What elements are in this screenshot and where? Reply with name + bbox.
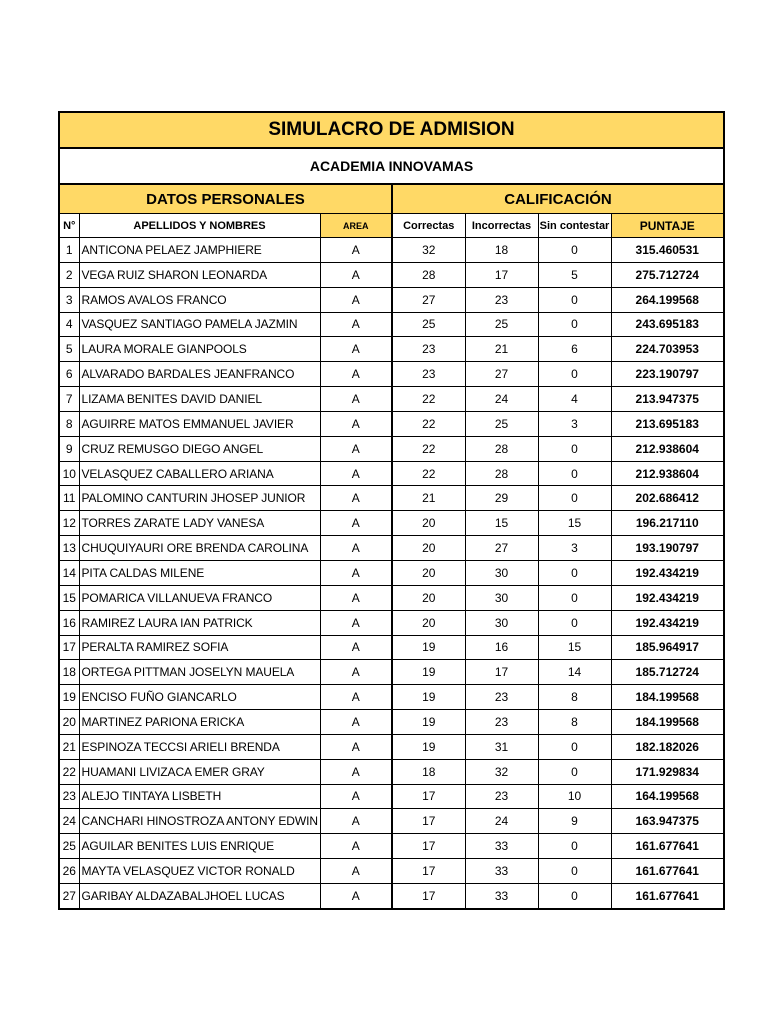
correct-count: 20 <box>392 511 465 536</box>
blank-count: 0 <box>538 585 611 610</box>
row-number: 2 <box>59 262 79 287</box>
table-row <box>59 560 724 585</box>
row-number: 3 <box>59 287 79 312</box>
incorrect-count: 17 <box>465 660 538 685</box>
document-title: SIMULACRO DE ADMISION <box>59 112 724 148</box>
correct-count: 17 <box>392 784 465 809</box>
score-cell: 275.712724 <box>611 262 724 287</box>
area-cell: A <box>320 536 392 561</box>
score-cell: 213.947375 <box>611 387 724 412</box>
incorrect-count: 24 <box>465 387 538 412</box>
incorrect-count: 15 <box>465 511 538 536</box>
area-cell: A <box>320 461 392 486</box>
correct-count: 17 <box>392 859 465 884</box>
correct-count: 21 <box>392 486 465 511</box>
correct-count: 23 <box>392 362 465 387</box>
row-number: 11 <box>59 486 79 511</box>
score-cell: 185.964917 <box>611 635 724 660</box>
student-name: TORRES ZARATE LADY VANESA <box>79 511 320 536</box>
area-cell: A <box>320 734 392 759</box>
incorrect-count: 30 <box>465 585 538 610</box>
incorrect-count: 23 <box>465 287 538 312</box>
section-grading: CALIFICACIÓN <box>392 184 724 214</box>
correct-count: 32 <box>392 238 465 263</box>
row-number: 15 <box>59 585 79 610</box>
area-cell: A <box>320 560 392 585</box>
student-name: AGUIRRE MATOS EMMANUEL JAVIER <box>79 411 320 436</box>
table-row <box>59 585 724 610</box>
student-name: ESPINOZA TECCSI ARIELI BRENDA <box>79 734 320 759</box>
incorrect-count: 25 <box>465 312 538 337</box>
blank-count: 9 <box>538 809 611 834</box>
area-cell: A <box>320 610 392 635</box>
row-number: 20 <box>59 710 79 735</box>
row-number: 7 <box>59 387 79 412</box>
area-cell: A <box>320 784 392 809</box>
col-header-score: PUNTAJE <box>611 214 724 238</box>
correct-count: 20 <box>392 560 465 585</box>
area-cell: A <box>320 362 392 387</box>
score-cell: 192.434219 <box>611 560 724 585</box>
score-cell: 213.695183 <box>611 411 724 436</box>
area-cell: A <box>320 238 392 263</box>
score-cell: 212.938604 <box>611 436 724 461</box>
correct-count: 22 <box>392 387 465 412</box>
table-row <box>59 784 724 809</box>
incorrect-count: 30 <box>465 560 538 585</box>
blank-count: 3 <box>538 411 611 436</box>
blank-count: 8 <box>538 710 611 735</box>
correct-count: 19 <box>392 710 465 735</box>
incorrect-count: 23 <box>465 685 538 710</box>
col-header-number: N° <box>59 214 79 238</box>
table-row <box>59 610 724 635</box>
results-table <box>58 111 725 910</box>
area-cell: A <box>320 759 392 784</box>
student-name: AGUILAR BENITES LUIS ENRIQUE <box>79 834 320 859</box>
table-row <box>59 685 724 710</box>
incorrect-count: 28 <box>465 461 538 486</box>
table-row <box>59 734 724 759</box>
table-row <box>59 461 724 486</box>
area-cell: A <box>320 287 392 312</box>
blank-count: 6 <box>538 337 611 362</box>
correct-count: 28 <box>392 262 465 287</box>
table-row <box>59 635 724 660</box>
incorrect-count: 16 <box>465 635 538 660</box>
blank-count: 0 <box>538 461 611 486</box>
score-cell: 163.947375 <box>611 809 724 834</box>
incorrect-count: 25 <box>465 411 538 436</box>
score-cell: 182.182026 <box>611 734 724 759</box>
area-cell: A <box>320 411 392 436</box>
row-number: 4 <box>59 312 79 337</box>
blank-count: 3 <box>538 536 611 561</box>
row-number: 1 <box>59 238 79 263</box>
score-cell: 243.695183 <box>611 312 724 337</box>
blank-count: 0 <box>538 238 611 263</box>
student-name: RAMOS AVALOS FRANCO <box>79 287 320 312</box>
blank-count: 0 <box>538 362 611 387</box>
table-row <box>59 337 724 362</box>
correct-count: 20 <box>392 536 465 561</box>
blank-count: 0 <box>538 312 611 337</box>
student-name: LAURA MORALE GIANPOOLS <box>79 337 320 362</box>
incorrect-count: 24 <box>465 809 538 834</box>
student-name: PITA CALDAS MILENE <box>79 560 320 585</box>
table-row <box>59 287 724 312</box>
score-cell: 161.677641 <box>611 883 724 908</box>
score-cell: 184.199568 <box>611 685 724 710</box>
score-cell: 264.199568 <box>611 287 724 312</box>
area-cell: A <box>320 585 392 610</box>
row-number: 22 <box>59 759 79 784</box>
incorrect-count: 27 <box>465 536 538 561</box>
score-cell: 161.677641 <box>611 834 724 859</box>
student-name: VELASQUEZ CABALLERO ARIANA <box>79 461 320 486</box>
results-sheet <box>58 111 723 910</box>
score-cell: 171.929834 <box>611 759 724 784</box>
correct-count: 18 <box>392 759 465 784</box>
blank-count: 10 <box>538 784 611 809</box>
correct-count: 17 <box>392 809 465 834</box>
table-row <box>59 834 724 859</box>
correct-count: 25 <box>392 312 465 337</box>
row-number: 8 <box>59 411 79 436</box>
incorrect-count: 18 <box>465 238 538 263</box>
area-cell: A <box>320 834 392 859</box>
table-row <box>59 486 724 511</box>
student-name: POMARICA VILLANUEVA FRANCO <box>79 585 320 610</box>
table-row <box>59 312 724 337</box>
score-cell: 184.199568 <box>611 710 724 735</box>
table-row <box>59 809 724 834</box>
score-cell: 224.703953 <box>611 337 724 362</box>
incorrect-count: 33 <box>465 834 538 859</box>
row-number: 6 <box>59 362 79 387</box>
col-header-incorrect: Incorrectas <box>465 214 538 238</box>
incorrect-count: 33 <box>465 883 538 908</box>
blank-count: 14 <box>538 660 611 685</box>
incorrect-count: 30 <box>465 610 538 635</box>
row-number: 18 <box>59 660 79 685</box>
blank-count: 4 <box>538 387 611 412</box>
blank-count: 0 <box>538 560 611 585</box>
row-number: 26 <box>59 859 79 884</box>
area-cell: A <box>320 337 392 362</box>
student-name: LIZAMA BENITES DAVID DANIEL <box>79 387 320 412</box>
student-name: MAYTA VELASQUEZ VICTOR RONALD <box>79 859 320 884</box>
table-row <box>59 859 724 884</box>
blank-count: 0 <box>538 834 611 859</box>
row-number: 23 <box>59 784 79 809</box>
blank-count: 8 <box>538 685 611 710</box>
student-name: PERALTA RAMIREZ SOFIA <box>79 635 320 660</box>
student-name: MARTINEZ PARIONA ERICKA <box>79 710 320 735</box>
row-number: 21 <box>59 734 79 759</box>
area-cell: A <box>320 859 392 884</box>
correct-count: 17 <box>392 883 465 908</box>
student-name: PALOMINO CANTURIN JHOSEP JUNIOR <box>79 486 320 511</box>
correct-count: 19 <box>392 685 465 710</box>
correct-count: 19 <box>392 660 465 685</box>
col-header-area: AREA <box>320 214 392 238</box>
table-row <box>59 536 724 561</box>
area-cell: A <box>320 486 392 511</box>
blank-count: 0 <box>538 859 611 884</box>
row-number: 9 <box>59 436 79 461</box>
area-cell: A <box>320 685 392 710</box>
score-cell: 315.460531 <box>611 238 724 263</box>
incorrect-count: 32 <box>465 759 538 784</box>
blank-count: 0 <box>538 486 611 511</box>
section-personal-data: DATOS PERSONALES <box>59 184 392 214</box>
table-row <box>59 238 724 263</box>
table-row <box>59 362 724 387</box>
table-row <box>59 387 724 412</box>
academy-name: ACADEMIA INNOVAMAS <box>59 148 724 184</box>
table-row <box>59 262 724 287</box>
incorrect-count: 23 <box>465 784 538 809</box>
table-row <box>59 511 724 536</box>
incorrect-count: 17 <box>465 262 538 287</box>
col-header-correct: Correctas <box>392 214 465 238</box>
incorrect-count: 21 <box>465 337 538 362</box>
table-row <box>59 660 724 685</box>
correct-count: 22 <box>392 411 465 436</box>
score-cell: 164.199568 <box>611 784 724 809</box>
area-cell: A <box>320 660 392 685</box>
incorrect-count: 33 <box>465 859 538 884</box>
area-cell: A <box>320 809 392 834</box>
blank-count: 0 <box>538 436 611 461</box>
student-name: GARIBAY ALDAZABALJHOEL LUCAS <box>79 883 320 908</box>
row-number: 16 <box>59 610 79 635</box>
area-cell: A <box>320 883 392 908</box>
blank-count: 15 <box>538 511 611 536</box>
score-cell: 192.434219 <box>611 585 724 610</box>
score-cell: 185.712724 <box>611 660 724 685</box>
incorrect-count: 27 <box>465 362 538 387</box>
area-cell: A <box>320 710 392 735</box>
blank-count: 0 <box>538 287 611 312</box>
correct-count: 20 <box>392 610 465 635</box>
correct-count: 19 <box>392 635 465 660</box>
area-cell: A <box>320 387 392 412</box>
area-cell: A <box>320 511 392 536</box>
blank-count: 0 <box>538 883 611 908</box>
correct-count: 23 <box>392 337 465 362</box>
student-name: HUAMANI LIVIZACA EMER GRAY <box>79 759 320 784</box>
blank-count: 15 <box>538 635 611 660</box>
correct-count: 22 <box>392 436 465 461</box>
score-cell: 202.686412 <box>611 486 724 511</box>
row-number: 13 <box>59 536 79 561</box>
area-cell: A <box>320 312 392 337</box>
student-name: ANTICONA PELAEZ JAMPHIERE <box>79 238 320 263</box>
student-name: RAMIREZ LAURA IAN PATRICK <box>79 610 320 635</box>
blank-count: 0 <box>538 610 611 635</box>
score-cell: 212.938604 <box>611 461 724 486</box>
row-number: 10 <box>59 461 79 486</box>
incorrect-count: 28 <box>465 436 538 461</box>
correct-count: 27 <box>392 287 465 312</box>
table-row <box>59 759 724 784</box>
blank-count: 0 <box>538 759 611 784</box>
table-row <box>59 411 724 436</box>
row-number: 25 <box>59 834 79 859</box>
student-name: ORTEGA PITTMAN JOSELYN MAUELA <box>79 660 320 685</box>
score-cell: 193.190797 <box>611 536 724 561</box>
table-row <box>59 883 724 908</box>
blank-count: 5 <box>538 262 611 287</box>
student-name: ENCISO FUÑO GIANCARLO <box>79 685 320 710</box>
student-name: CHUQUIYAURI ORE BRENDA CAROLINA <box>79 536 320 561</box>
blank-count: 0 <box>538 734 611 759</box>
area-cell: A <box>320 436 392 461</box>
results-body <box>59 238 724 909</box>
incorrect-count: 23 <box>465 710 538 735</box>
student-name: VEGA RUIZ SHARON LEONARDA <box>79 262 320 287</box>
row-number: 12 <box>59 511 79 536</box>
table-row <box>59 436 724 461</box>
score-cell: 192.434219 <box>611 610 724 635</box>
col-header-name: APELLIDOS Y NOMBRES <box>79 214 320 238</box>
incorrect-count: 29 <box>465 486 538 511</box>
student-name: VASQUEZ SANTIAGO PAMELA JAZMIN <box>79 312 320 337</box>
student-name: ALVARADO BARDALES JEANFRANCO <box>79 362 320 387</box>
row-number: 5 <box>59 337 79 362</box>
table-row <box>59 710 724 735</box>
student-name: ALEJO TINTAYA LISBETH <box>79 784 320 809</box>
row-number: 14 <box>59 560 79 585</box>
student-name: CANCHARI HINOSTROZA ANTONY EDWIN <box>79 809 320 834</box>
row-number: 27 <box>59 883 79 908</box>
incorrect-count: 31 <box>465 734 538 759</box>
score-cell: 223.190797 <box>611 362 724 387</box>
correct-count: 22 <box>392 461 465 486</box>
correct-count: 19 <box>392 734 465 759</box>
area-cell: A <box>320 262 392 287</box>
correct-count: 20 <box>392 585 465 610</box>
row-number: 19 <box>59 685 79 710</box>
row-number: 24 <box>59 809 79 834</box>
row-number: 17 <box>59 635 79 660</box>
area-cell: A <box>320 635 392 660</box>
student-name: CRUZ REMUSGO DIEGO ANGEL <box>79 436 320 461</box>
score-cell: 196.217110 <box>611 511 724 536</box>
correct-count: 17 <box>392 834 465 859</box>
col-header-blank: Sin contestar <box>538 214 611 238</box>
score-cell: 161.677641 <box>611 859 724 884</box>
